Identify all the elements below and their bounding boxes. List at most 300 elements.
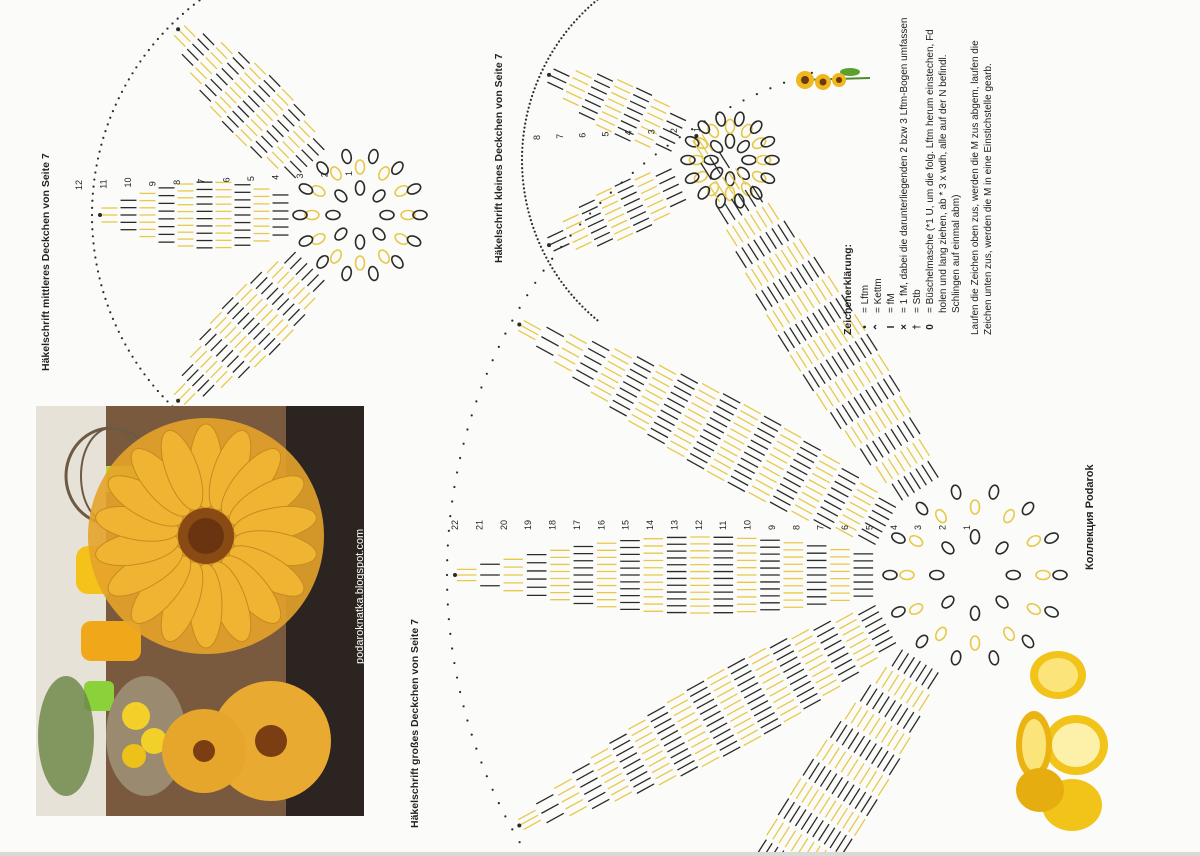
- stitch-mark: [256, 277, 267, 288]
- chain-dot: [527, 111, 529, 113]
- row-number: 2: [937, 524, 948, 530]
- stitch-mark: [547, 230, 563, 237]
- chain-dot: [475, 400, 477, 402]
- stitch-mark: [609, 734, 626, 743]
- chain-dot: [143, 55, 145, 57]
- cluster-stitch-mark: [971, 636, 980, 650]
- stitch-mark: [190, 73, 201, 84]
- chain-dot: [587, 311, 589, 313]
- stitch-mark: [866, 689, 877, 706]
- stitch-mark: [302, 150, 313, 161]
- stitch-mark: [759, 667, 776, 676]
- chain-dot: [161, 395, 163, 397]
- stitch-mark: [294, 104, 305, 115]
- stitch-mark: [900, 737, 911, 754]
- stitch-mark: [659, 365, 676, 374]
- chain-dot: [742, 99, 744, 101]
- stitch-mark: [766, 460, 783, 469]
- cluster-stitch-mark: [356, 256, 365, 270]
- chain-dot: [121, 91, 123, 93]
- cluster-stitch-mark: [900, 571, 914, 580]
- stitch-mark: [727, 230, 738, 247]
- stitch-mark: [770, 687, 787, 696]
- stitch-mark: [187, 370, 198, 381]
- stitch-mark: [888, 404, 899, 421]
- stitch-mark: [235, 336, 246, 347]
- stitch-mark: [225, 92, 236, 103]
- stitch-mark: [872, 747, 883, 764]
- chain-dot: [492, 359, 494, 361]
- stitch-mark: [800, 447, 817, 456]
- stitch-mark: [894, 679, 905, 696]
- cluster-stitch-mark: [940, 540, 956, 556]
- stitch-mark: [630, 212, 646, 219]
- stitch-mark: [211, 339, 222, 350]
- cluster-stitch-mark: [333, 188, 349, 204]
- row-number: 8: [791, 524, 802, 530]
- stitch-mark: [608, 99, 624, 106]
- chain-dot: [166, 400, 168, 402]
- chain-dot: [486, 373, 488, 375]
- row-number: 12: [693, 519, 704, 530]
- chain-dot: [94, 256, 96, 258]
- chain-dot: [521, 151, 523, 153]
- stitch-mark: [752, 655, 769, 664]
- stitch-mark: [663, 184, 679, 191]
- stitch-mark: [866, 744, 877, 761]
- stitch-mark: [784, 221, 795, 238]
- stitch-mark: [835, 752, 846, 769]
- stitch-mark: [894, 734, 905, 751]
- stitch-mark: [637, 357, 654, 366]
- chain-dot: [102, 291, 104, 293]
- stitch-mark: [854, 397, 865, 414]
- stitch-mark: [621, 192, 637, 199]
- stitch-mark: [618, 185, 634, 192]
- row-number: 4: [270, 174, 281, 180]
- stitch-mark: [740, 730, 757, 739]
- stitch-mark: [845, 703, 856, 720]
- row-number: 7: [554, 133, 565, 139]
- stitch-mark: [828, 494, 845, 503]
- stitch-mark: [576, 771, 593, 780]
- chain-dot: [532, 91, 534, 93]
- stitch-mark: [734, 470, 751, 479]
- row-number: 3: [646, 129, 657, 135]
- stitch-mark: [211, 52, 222, 63]
- chain-dot: [704, 120, 706, 122]
- stitch-mark: [654, 213, 670, 220]
- stitch-mark: [784, 712, 801, 721]
- chain-dot: [551, 51, 553, 53]
- stitch-mark: [562, 348, 579, 357]
- stitch-mark: [216, 74, 227, 85]
- stitch-mark: [605, 207, 621, 214]
- stitch-mark: [651, 712, 668, 721]
- stitch-mark: [888, 459, 899, 476]
- stitch-mark: [759, 473, 776, 482]
- stitch-mark: [616, 394, 633, 403]
- chain-dot: [498, 802, 500, 804]
- cluster-stitch-mark: [356, 160, 365, 174]
- chain-dot: [522, 135, 524, 137]
- row-number: 1: [962, 524, 972, 530]
- stitch-mark: [752, 486, 769, 495]
- stitch-mark: [775, 254, 786, 271]
- stitch-mark: [737, 417, 754, 426]
- chain-dot: [783, 82, 785, 84]
- stitch-mark: [674, 706, 691, 715]
- stitch-mark: [919, 694, 930, 711]
- stitch-mark: [779, 827, 790, 844]
- stitch-mark: [644, 193, 660, 200]
- stitch-mark: [731, 665, 748, 674]
- row-number: 6: [840, 524, 851, 530]
- stitch-mark: [687, 681, 704, 690]
- stitch-mark: [227, 303, 238, 314]
- stitch-mark: [762, 290, 773, 307]
- stitch-mark: [922, 669, 933, 686]
- stitch-mark: [767, 315, 778, 332]
- stitch-mark: [241, 289, 252, 300]
- stitch-mark: [707, 424, 724, 433]
- stitch-mark: [692, 738, 709, 747]
- chain-dot: [446, 574, 448, 576]
- stitch-mark: [734, 718, 751, 727]
- stitch-mark: [272, 267, 283, 278]
- stitch-mark: [727, 435, 744, 444]
- stitch-mark: [554, 779, 571, 788]
- chain-dot: [568, 27, 570, 29]
- legend-item: • = Lftm: [859, 15, 872, 335]
- stitch-mark: [703, 711, 720, 720]
- chain-dot: [531, 223, 533, 225]
- stitch-mark: [630, 369, 647, 378]
- stitch-mark: [843, 626, 860, 635]
- stitch-mark: [269, 343, 280, 354]
- stitch-mark: [866, 362, 877, 379]
- stitch-mark: [860, 658, 877, 667]
- stitch-mark: [742, 247, 753, 264]
- stitch-mark: [787, 472, 804, 481]
- stitch-mark: [246, 124, 257, 135]
- stitch-mark: [888, 730, 899, 747]
- chain-dot: [92, 235, 94, 237]
- chain-dot: [551, 267, 553, 269]
- stitch-mark: [904, 476, 915, 493]
- stitch-mark: [267, 104, 278, 115]
- chain-dot: [569, 235, 571, 237]
- stitch-mark: [787, 246, 798, 263]
- stitch-mark: [900, 683, 911, 700]
- chain-dot: [527, 207, 529, 209]
- stitch-mark: [810, 287, 821, 304]
- stitch-mark: [761, 719, 778, 728]
- stitch-mark: [633, 363, 650, 372]
- stitch-mark: [635, 408, 652, 417]
- stitch-mark: [850, 502, 867, 511]
- stitch-mark: [664, 404, 681, 413]
- cluster-stitch-mark: [994, 540, 1010, 556]
- stitch-mark: [845, 431, 856, 448]
- stitch-mark: [860, 366, 871, 383]
- stitch-mark: [246, 294, 257, 305]
- stitch-mark: [843, 515, 860, 524]
- stitch-mark: [203, 34, 214, 45]
- chain-dot: [543, 253, 545, 255]
- chain-dot: [92, 193, 94, 195]
- stitch-mark: [225, 327, 236, 338]
- stitch-mark: [632, 726, 649, 735]
- cluster-stitch-mark: [971, 606, 980, 620]
- stitch-mark: [296, 155, 307, 166]
- chain-dot: [492, 789, 494, 791]
- stitch-mark: [853, 645, 870, 654]
- stitch-mark: [764, 416, 781, 425]
- stitch-mark: [748, 446, 765, 455]
- stitch-mark: [809, 480, 826, 489]
- chain-dot: [529, 103, 531, 105]
- stitch-mark: [627, 765, 644, 774]
- cluster-stitch-mark: [890, 605, 907, 619]
- stitch-mark: [569, 806, 586, 815]
- row-number: 12: [74, 179, 84, 190]
- chain-dot: [521, 147, 523, 149]
- chain-dot: [453, 486, 455, 488]
- chain-dot: [193, 4, 195, 6]
- cluster-stitch-mark: [742, 156, 756, 165]
- stitch-mark: [659, 776, 676, 785]
- chain-dot: [528, 211, 530, 213]
- chain-dot: [139, 367, 141, 369]
- stitch-mark: [251, 272, 262, 283]
- stitch-mark: [259, 333, 270, 344]
- stitch-mark: [903, 712, 914, 729]
- stitch-mark: [179, 30, 190, 41]
- stitch-mark: [812, 667, 829, 676]
- stitch-mark: [636, 225, 652, 232]
- stitch-mark: [195, 68, 206, 79]
- stitch-mark: [678, 428, 695, 437]
- cluster-stitch-mark: [971, 500, 980, 514]
- chain-dot: [525, 118, 527, 120]
- stitch-mark: [681, 422, 698, 431]
- stitch-mark: [878, 354, 889, 371]
- stitch-mark: [848, 732, 859, 749]
- stitch-mark: [814, 340, 825, 357]
- stitch-mark: [278, 299, 289, 310]
- stitch-mark: [878, 382, 889, 399]
- stitch-mark: [205, 85, 216, 96]
- stitch-mark: [635, 732, 652, 741]
- stitch-mark: [860, 483, 877, 492]
- chain-dot: [526, 203, 528, 205]
- stitch-mark: [541, 337, 558, 346]
- stitch-mark: [233, 308, 244, 319]
- chain-dot: [447, 544, 449, 546]
- stitch-mark: [837, 808, 848, 825]
- stitch-mark: [851, 707, 862, 724]
- row-number: 5: [245, 176, 256, 182]
- stitch-mark: [253, 328, 264, 339]
- stitch-mark: [233, 361, 244, 372]
- stitch-mark: [627, 375, 644, 384]
- chain-dot: [97, 270, 99, 272]
- stitch-mark: [792, 630, 809, 639]
- stitch-mark: [804, 291, 815, 308]
- chain-dot: [480, 386, 482, 388]
- stitch-mark: [751, 701, 768, 710]
- medium-doily-diagram: [91, 0, 427, 465]
- stitch-mark: [599, 118, 615, 125]
- stitch-mark: [547, 327, 564, 336]
- stitch-mark: [267, 131, 278, 142]
- stitch-mark: [860, 394, 871, 411]
- stitch-mark: [822, 280, 833, 297]
- stitch-mark: [772, 228, 783, 245]
- stitch-mark: [841, 378, 852, 395]
- stitch-mark: [717, 688, 734, 697]
- stitch-mark: [817, 627, 834, 636]
- cluster-stitch-mark: [890, 531, 907, 545]
- stitch-mark: [777, 651, 794, 660]
- stitch-mark: [639, 402, 656, 411]
- stitch-mark: [831, 488, 848, 497]
- cluster-stitch-mark: [1026, 602, 1043, 617]
- stitch-mark: [576, 370, 593, 379]
- stitch-mark: [659, 136, 675, 143]
- chain-dot: [498, 346, 500, 348]
- chain-dot: [553, 271, 555, 273]
- stitch-mark: [307, 144, 318, 155]
- stitch-mark: [724, 700, 741, 709]
- stitch-mark: [846, 508, 863, 517]
- stitch-mark: [596, 125, 612, 132]
- stitch-mark: [744, 689, 761, 698]
- stitch-mark: [882, 671, 893, 688]
- stitch-mark: [780, 484, 797, 493]
- chain-dot: [118, 97, 120, 99]
- stitch-mark: [294, 314, 305, 325]
- single-crochet-icon: I: [886, 325, 897, 329]
- stitch-mark: [236, 284, 247, 295]
- stitch-mark: [584, 356, 601, 365]
- stitch-mark: [847, 760, 858, 777]
- stitch-mark: [857, 489, 874, 498]
- chain-dot: [537, 238, 539, 240]
- stitch-mark: [792, 511, 809, 520]
- stitch-mark: [842, 729, 853, 746]
- stitch-mark: [594, 755, 611, 764]
- chain-dot: [547, 260, 549, 262]
- chain-dot: [524, 122, 526, 124]
- stitch-mark: [187, 49, 198, 60]
- stitch-mark: [848, 401, 859, 418]
- stitch-mark: [262, 109, 273, 120]
- stitch-mark: [802, 347, 813, 364]
- cluster-stitch-mark: [971, 530, 980, 544]
- large-diagram-title: Häkelschrift großes Deckchen von Seite 7: [409, 619, 421, 828]
- stitch-mark: [879, 498, 896, 507]
- stitch-mark: [928, 461, 939, 478]
- row-number: 7: [196, 178, 207, 184]
- stitch-mark: [671, 441, 688, 450]
- legend-item: I = fM: [885, 15, 898, 335]
- cluster-stitch-mark: [908, 534, 925, 549]
- stitch-mark: [860, 685, 871, 702]
- stitch-mark: [750, 214, 761, 231]
- chain-dot: [152, 43, 154, 45]
- cluster-stitch-mark: [371, 226, 387, 242]
- chain-dot: [135, 66, 137, 68]
- stitch-mark: [824, 640, 841, 649]
- chain-dot: [466, 428, 468, 430]
- stitch-mark: [916, 469, 927, 486]
- chain-dot: [182, 13, 184, 15]
- stitch-mark: [566, 341, 583, 350]
- stitch-mark: [635, 140, 651, 147]
- stitch-mark: [657, 724, 674, 733]
- stitch-mark: [657, 416, 674, 425]
- stitch-mark: [780, 657, 797, 666]
- stitch-mark: [605, 105, 621, 112]
- stitch-mark: [816, 283, 827, 300]
- stitch-mark: [288, 282, 299, 293]
- stitch-mark: [685, 725, 702, 734]
- stitch-mark: [882, 462, 893, 479]
- stitch-mark: [804, 441, 821, 450]
- stitch-mark: [773, 496, 790, 505]
- stitch-mark: [623, 759, 640, 768]
- stitch-mark: [869, 415, 880, 432]
- stitch-mark: [215, 101, 226, 112]
- stitch-mark: [835, 382, 846, 399]
- stitch-mark: [816, 674, 833, 683]
- chain-dot: [531, 95, 533, 97]
- stitch-mark: [892, 484, 903, 501]
- stitch-mark: [572, 764, 589, 773]
- row-number: 1: [344, 170, 354, 176]
- stitch-mark: [770, 502, 787, 511]
- stitch-mark: [812, 473, 829, 482]
- stitch-mark: [551, 76, 567, 83]
- chain-tip: [547, 73, 551, 77]
- chain-dot: [535, 234, 537, 236]
- row-number: 3: [913, 524, 924, 530]
- cluster-stitch-mark: [390, 254, 406, 271]
- chain-dot: [521, 159, 523, 161]
- chain-dot: [166, 27, 168, 29]
- stitch-mark: [730, 429, 747, 438]
- stitch-mark: [748, 695, 765, 704]
- stitch-mark: [656, 169, 672, 176]
- stitch-mark: [865, 618, 882, 627]
- row-number: 10: [123, 177, 134, 188]
- chain-dot: [152, 384, 154, 386]
- stitch-mark: [245, 346, 256, 357]
- stitch-mark: [198, 380, 209, 391]
- chain-dot: [97, 157, 99, 159]
- chain-dot: [556, 44, 558, 46]
- chain-dot: [590, 4, 592, 6]
- stitch-mark: [853, 496, 870, 505]
- stitch-mark: [667, 447, 684, 456]
- stitch-mark: [907, 687, 918, 704]
- stitch-mark: [639, 738, 656, 747]
- chain-dot: [94, 171, 96, 173]
- stitch-mark: [664, 736, 681, 745]
- cluster-stitch-mark: [1026, 534, 1043, 549]
